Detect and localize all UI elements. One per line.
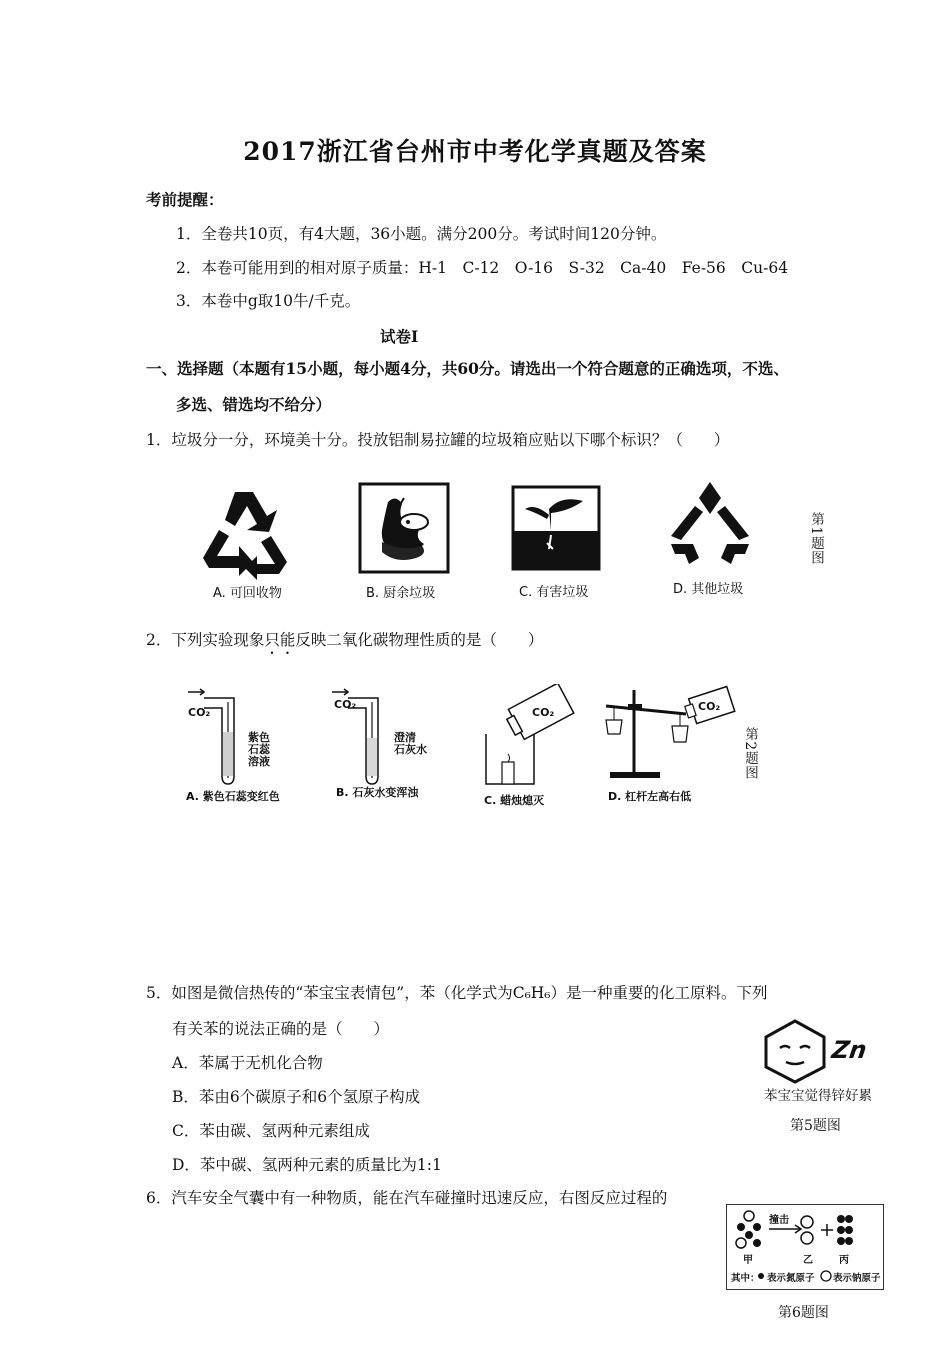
question-5-line1: 5．如图是微信热传的“苯宝宝表情包”，苯（化学式为C₆H₆）是一种重要的化工原料。下列 <box>146 984 768 1002</box>
question-5-option-c: C．苯由碳、氢两种元素组成 <box>172 1122 370 1140</box>
other-waste-sign <box>665 478 755 597</box>
section-heading-line1: 一、选择题（本题有15小题，每小题4分，共60分。请选出一个符合题意的正确选项，不选、 <box>146 359 789 378</box>
option-c-label: C. 有害垃圾 <box>519 585 589 600</box>
kitchen-waste-sign <box>358 482 450 601</box>
apparatus-d <box>600 684 740 808</box>
hazardous-waste-sign <box>511 485 601 600</box>
question-2-text <box>146 628 543 658</box>
question-5-option-a: A．苯属于无机化合物 <box>172 1054 323 1072</box>
liquid-a-line-1: 紫色 <box>248 731 270 744</box>
page-title: 2017浙江省台州市中考化学真题及答案 <box>243 137 707 166</box>
question-2-emphasis: 只能 <box>264 631 296 649</box>
option-2c-label: C. 蜡烛熄灭 <box>484 794 545 807</box>
option-d-label: D. 其他垃圾 <box>673 582 744 597</box>
arrow-label: 撞击 <box>769 1215 789 1226</box>
benzene-emoji-figure <box>760 1018 872 1104</box>
liquid-a-line-2: 石蕊 <box>248 743 270 756</box>
liquid-b-line-1: 澄清 <box>394 731 416 744</box>
figure-6-label: 第6题图 <box>778 1305 829 1321</box>
apparatus-a <box>178 688 298 808</box>
option-b-label: B. 厨余垃圾 <box>366 586 436 601</box>
legend-sodium: 表示钠原子 <box>833 1273 881 1284</box>
reminder-item-1: 1．全卷共10页，有4大题，36小题。满分200分。考试时间120分钟。 <box>176 225 667 243</box>
option-2b-label: B. 石灰水变浑浊 <box>336 786 419 799</box>
figure-5-label: 第5题图 <box>790 1118 841 1134</box>
test-tube-icon <box>178 688 298 788</box>
co2-label-d: CO₂ <box>698 700 721 713</box>
triangle-arrows-icon <box>665 478 755 568</box>
apparatus-c <box>478 684 588 808</box>
recycle-sign <box>195 480 305 601</box>
recycle-icon <box>195 480 305 580</box>
question-5-option-d: D．苯中碳、氢两种元素的质量比为1:1 <box>172 1156 442 1174</box>
question-1-text: 1．垃圾分一分，环境美十分。投放铝制易拉罐的垃圾箱应贴以下哪个标识？（ ） <box>146 431 730 449</box>
question-5-line2: 有关苯的说法正确的是（ ） <box>172 1020 390 1038</box>
legend-prefix: 其中： <box>731 1273 760 1284</box>
liquid-label-a <box>248 732 270 768</box>
label-bing: 丙 <box>839 1255 849 1266</box>
paper-label: 试卷Ⅰ <box>380 327 419 346</box>
option-2d-label: D. 杠杆左高右低 <box>608 790 692 803</box>
option-a-label: A. 可回收物 <box>213 586 282 601</box>
reminder-item-3: 3．本卷中g取10牛/千克。 <box>176 292 361 310</box>
option-2a-label: A. 紫色石蕊变红色 <box>186 790 280 803</box>
emoji-caption: 苯宝宝觉得锌好累 <box>764 1088 872 1104</box>
section-heading-line2: 多选、错选均不给分） <box>176 395 332 414</box>
question-2-text-a: 2．下列实验现象 <box>146 631 265 649</box>
label-yi: 乙 <box>803 1255 813 1266</box>
label-jia: 甲 <box>743 1255 753 1266</box>
liquid-a-line-3: 溶液 <box>248 755 270 768</box>
question-5-option-b: B．苯由6个碳原子和6个氢原子构成 <box>172 1088 421 1106</box>
candle-beaker-icon <box>478 684 588 788</box>
benzene-face-icon <box>760 1018 830 1084</box>
reminder-heading: 考前提醒： <box>146 190 224 209</box>
legend-nitrogen: 表示氮原子 <box>767 1273 815 1284</box>
co2-label-a: CO₂ <box>188 706 211 719</box>
hazard-plant-icon <box>511 485 601 571</box>
apparatus-b <box>330 688 450 808</box>
food-waste-icon <box>358 482 450 574</box>
figure-2-label: 第2题图 <box>742 727 758 781</box>
liquid-b-line-2: 石灰水 <box>394 743 427 756</box>
co2-label-b: CO₂ <box>334 698 357 711</box>
liquid-label-b <box>394 732 427 756</box>
figure-1-label: 第1题图 <box>808 512 824 566</box>
lever-balance-icon <box>600 684 740 784</box>
zn-symbol: Zn <box>830 1036 869 1064</box>
co2-label-c: CO₂ <box>532 706 555 719</box>
reaction-diagram <box>726 1204 884 1290</box>
reminder-item-2: 2．本卷可能用到的相对原子质量：H-1 C-12 O-16 S-32 Ca-40 Fe-56 Cu-64 <box>176 259 789 277</box>
question-6-text: 6．汽车安全气囊中有一种物质，能在汽车碰撞时迅速反应，右图反应过程的 <box>146 1189 668 1207</box>
question-2-text-b: 反映二氧化碳物理性质的是（ ） <box>295 631 544 649</box>
